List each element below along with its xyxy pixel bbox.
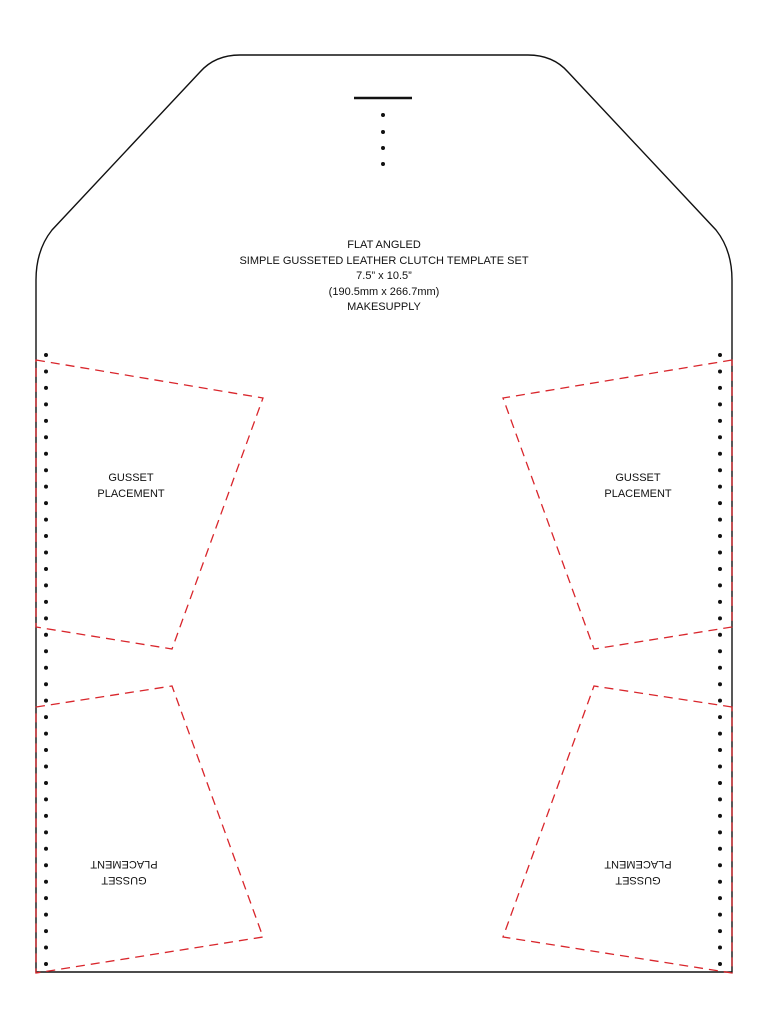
gusset-label-top-right (578, 470, 698, 502)
stitch-hole (718, 501, 722, 505)
stitch-hole (44, 682, 48, 686)
stitch-hole (381, 130, 385, 134)
stitch-hole (718, 715, 722, 719)
stitch-hole (44, 452, 48, 456)
gusset-label-bottom-right (578, 856, 698, 888)
stitch-hole (44, 369, 48, 373)
gusset-placement-top-left (36, 360, 263, 649)
stitch-hole (44, 880, 48, 884)
stitch-hole (718, 353, 722, 357)
stitch-hole (44, 518, 48, 522)
stitch-hole (718, 583, 722, 587)
stitch-hole (44, 962, 48, 966)
stitch-hole (718, 913, 722, 917)
stitch-hole (718, 682, 722, 686)
stitch-hole (718, 452, 722, 456)
stitch-hole (44, 896, 48, 900)
title-line-millimeters: (190.5mm x 266.7mm) (328, 285, 440, 298)
stitch-hole (44, 649, 48, 653)
stitch-hole (44, 715, 48, 719)
stitch-hole (718, 797, 722, 801)
stitch-hole (44, 929, 48, 933)
stitch-hole (718, 419, 722, 423)
title-line-style: FLAT ANGLED (347, 239, 421, 251)
stitch-hole (718, 534, 722, 538)
gusset-placement-top-right (503, 360, 732, 649)
stitch-hole (44, 830, 48, 834)
stitch-hole (718, 896, 722, 900)
stitch-hole (718, 435, 722, 439)
stitch-hole (44, 402, 48, 406)
stitch-hole (718, 402, 722, 406)
stitch-hole (44, 814, 48, 818)
stitch-hole (718, 929, 722, 933)
stitch-hole (718, 369, 722, 373)
stitch-hole (44, 501, 48, 505)
stitch-hole (718, 567, 722, 571)
stitch-hole (718, 764, 722, 768)
stitch-hole (718, 600, 722, 604)
stitch-hole (44, 468, 48, 472)
stitch-hole (718, 633, 722, 637)
stitch-hole (718, 863, 722, 867)
stitch-hole (44, 435, 48, 439)
stitch-hole (718, 830, 722, 834)
gusset-label-top-left (71, 470, 191, 502)
stitch-hole (44, 847, 48, 851)
template-outline (36, 55, 732, 972)
stitch-hole (718, 649, 722, 653)
placement-label-word: PLACEMENT (97, 488, 165, 500)
stitch-hole (718, 732, 722, 736)
stitch-hole (381, 146, 385, 150)
stitch-hole (44, 781, 48, 785)
stitch-hole (718, 616, 722, 620)
stitch-hole (718, 748, 722, 752)
stitch-hole (718, 699, 722, 703)
stitch-hole (718, 880, 722, 884)
stitch-hole (44, 386, 48, 390)
stitch-hole (44, 946, 48, 950)
stitch-hole (44, 353, 48, 357)
title-line-brand: MAKESUPPLY (347, 301, 421, 313)
stitch-hole (44, 616, 48, 620)
stitch-hole (44, 583, 48, 587)
stitch-hole (718, 518, 722, 522)
stitch-hole (718, 468, 722, 472)
stitch-hole (44, 666, 48, 670)
placement-label-word: PLACEMENT (90, 858, 158, 870)
stitch-hole (718, 962, 722, 966)
gusset-label-word: GUSSET (108, 472, 154, 484)
template-title-block (184, 238, 584, 316)
stitch-hole (718, 946, 722, 950)
stitch-hole (44, 732, 48, 736)
title-line-inches: 7.5” x 10.5” (356, 270, 412, 282)
stitch-hole (44, 797, 48, 801)
flap-center-stitch-dots (381, 113, 385, 166)
placement-label-word: PLACEMENT (604, 488, 672, 500)
gusset-placement-bottom-right (503, 686, 732, 973)
stitch-hole (44, 863, 48, 867)
right-stitch-hole-row (718, 353, 722, 966)
stitch-hole (44, 764, 48, 768)
stitch-hole (44, 485, 48, 489)
title-line-name: SIMPLE GUSSETED LEATHER CLUTCH TEMPLATE SET (239, 254, 529, 267)
stitch-hole (44, 600, 48, 604)
stitch-hole (718, 666, 722, 670)
stitch-hole (718, 781, 722, 785)
stitch-hole (44, 534, 48, 538)
gusset-label-bottom-left (64, 856, 184, 888)
gusset-label-word: GUSSET (615, 472, 661, 484)
stitch-hole (381, 162, 385, 166)
gusset-placement-bottom-left (36, 686, 263, 973)
stitch-hole (718, 485, 722, 489)
gusset-label-word: GUSSET (615, 874, 661, 886)
stitch-hole (718, 551, 722, 555)
stitch-hole (44, 551, 48, 555)
stitch-hole (44, 633, 48, 637)
placement-label-word: PLACEMENT (604, 858, 672, 870)
stitch-hole (718, 814, 722, 818)
gusset-label-word: GUSSET (101, 874, 147, 886)
left-stitch-hole-row (44, 353, 48, 966)
stitch-hole (44, 748, 48, 752)
stitch-hole (44, 913, 48, 917)
stitch-hole (718, 386, 722, 390)
stitch-hole (381, 113, 385, 117)
stitch-hole (44, 419, 48, 423)
stitch-hole (44, 699, 48, 703)
stitch-hole (44, 567, 48, 571)
stitch-hole (718, 847, 722, 851)
